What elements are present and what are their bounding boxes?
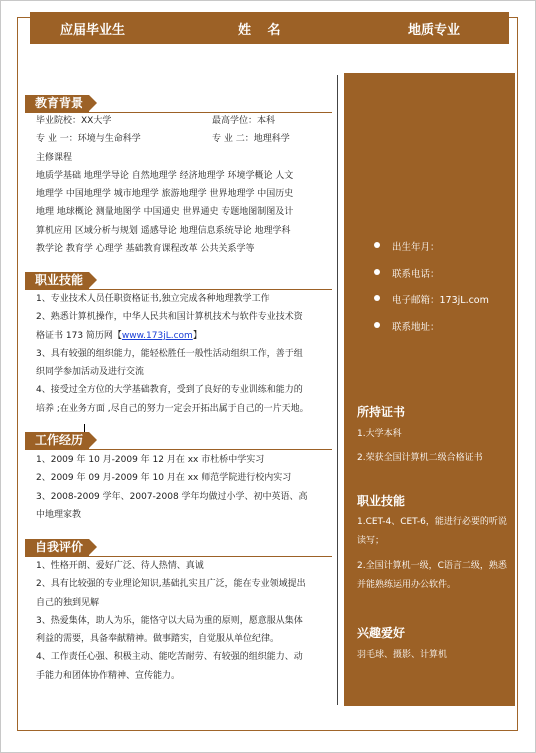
experience-section: [36, 451, 332, 524]
hobbies-text: 羽毛球、摄影、计算机: [357, 650, 448, 660]
skills-line-with-link: [36, 327, 332, 345]
side-skills-text-2: 2.全国计算机一级，C语言二级，熟悉并能熟练运用办公软件。: [357, 561, 507, 590]
experience-line: 2、2009 年 09 月-2009 年 10 月在 xx 师范学院进行校内实习: [36, 473, 292, 484]
contact-phone-label: 联系电话：: [392, 268, 440, 280]
side-skills-text-1: 1.CET-4、CET-6，能进行必要的听说读写；: [357, 517, 507, 546]
self-eval-line: 1、性格开朗、爱好广泛、待人热情、真诚: [36, 561, 204, 571]
course-line: 地理学 中国地理学 城市地理学 旅游地理学 世界地理学 中国历史: [36, 189, 294, 200]
education-row: [36, 130, 332, 148]
contact-phone: [374, 266, 489, 293]
experience-heading: 工作经历: [25, 432, 89, 449]
education-heading: 教育背景: [25, 95, 89, 112]
bullet-icon: [374, 242, 380, 248]
column-divider: [337, 75, 338, 705]
self-eval-line: 4、工作责任心强、积极主动、能吃苦耐劳、有较强的组织能力、动: [36, 652, 303, 663]
course-line: 算机应用 区域分析与规划 遥感导论 地理信息系统导论 地理学科: [36, 225, 291, 236]
self-eval-line: 2、具有比较强的专业理论知识,基础扎实且广泛，能在专业领域提出: [36, 579, 306, 590]
skills-line: 1、专业技术人员任职资格证书,独立完成各种地理教学工作: [36, 294, 270, 304]
self-eval-line: 自己的独到见解: [36, 597, 100, 608]
contact-address-label: 联系地址：: [392, 321, 440, 333]
bullet-icon: [374, 269, 380, 275]
experience-line: 3、2008-2009 学年、2007-2008 学年均做过小学、初中英语、高: [36, 491, 308, 502]
experience-line: 中地理家教: [36, 509, 82, 520]
side-skills-heading: 职业技能: [357, 494, 406, 508]
contact-email: [374, 292, 489, 319]
self-eval-section: [36, 557, 332, 685]
frame-line-right: [517, 17, 518, 731]
school-field: 毕业院校：XX大学: [36, 116, 112, 126]
skills-line: 3、具有较强的组织能力，能轻松胜任一般性活动组织工作，善于组: [36, 348, 303, 359]
bullet-icon: [374, 322, 380, 328]
course-line: 地质学基础 地理学导论 自然地理学 经济地理学 环境学概论 人文: [36, 170, 294, 181]
hobbies-heading: 兴趣爱好: [357, 626, 406, 640]
contact-address: [374, 319, 489, 346]
self-eval-heading: 自我评价: [25, 539, 89, 556]
experience-line: 1、2009 年 10 月-2009 年 12 月在 xx 市杜桥中学实习: [36, 455, 265, 465]
self-eval-line: 利益的需要，具备奉献精神。做事踏实，自觉服从单位纪律。: [36, 634, 280, 645]
skills-line: 培养 ;在业务方面 ,尽自己的努力一定会开拓出属于自己的一片天地。: [36, 403, 309, 414]
header-status: 应届毕业生: [60, 23, 126, 38]
skills-section: [36, 290, 332, 418]
certificate-item: 1.大学本科: [357, 429, 402, 439]
course-line: 教学论 教育学 心理学 基础教育课程改革 公共关系学等: [36, 244, 255, 255]
frame-line-bottom: [17, 730, 518, 731]
contact-birth-label: 出生年月：: [392, 242, 440, 253]
certificates-heading: 所持证书: [357, 405, 406, 419]
experience-rule: [25, 449, 332, 450]
course-line: 地理 地球概论 测量地图学 中国通史 世界通史 专题地图制图及计: [36, 207, 294, 218]
header-major: 地质专业: [408, 23, 461, 38]
header-name: 姓 名: [238, 23, 287, 38]
degree-field: 最高学位：本科: [212, 116, 276, 126]
skills-heading: 职业技能: [25, 272, 89, 289]
certificates-list: [357, 425, 515, 468]
self-eval-line: 手能力和团体协作精神、宣传能力。: [36, 670, 181, 681]
contact-birth: [374, 239, 489, 266]
bracket-close: 】: [192, 330, 202, 341]
education-row: [36, 112, 332, 130]
self-eval-line: 3、热爱集体，助人为乐，能恪守以大局为重的原则，愿意服从集体: [36, 615, 303, 626]
contact-email-label: 电子邮箱：173jL.com: [392, 295, 489, 306]
education-section: [36, 112, 332, 258]
sidebar: [344, 73, 515, 706]
skills-line: 织同学参加活动及进行交流: [36, 367, 145, 378]
frame-line-left: [17, 17, 18, 731]
header-bar: [30, 12, 509, 44]
skills-line-text: 格证书 173 简历网【: [36, 330, 122, 341]
skills-line: 2、熟悉计算机操作，中华人民共和国计算机技术与软件专业技术资: [36, 312, 303, 323]
major-two-field: 专 业 二：地理科学: [212, 134, 290, 145]
website-link[interactable]: www.173jL.com: [121, 330, 193, 341]
courses-title: 主修课程: [36, 152, 73, 163]
certificate-item: 2.荣获全国计算机二级合格证书: [357, 453, 483, 463]
bullet-icon: [374, 295, 380, 301]
contact-list: [374, 239, 489, 345]
major-one-field: 专 业 一：环境与生命科学: [36, 134, 141, 145]
skills-line: 4、接受过全方位的大学基础教育，受到了良好的专业训练和能力的: [36, 385, 303, 396]
